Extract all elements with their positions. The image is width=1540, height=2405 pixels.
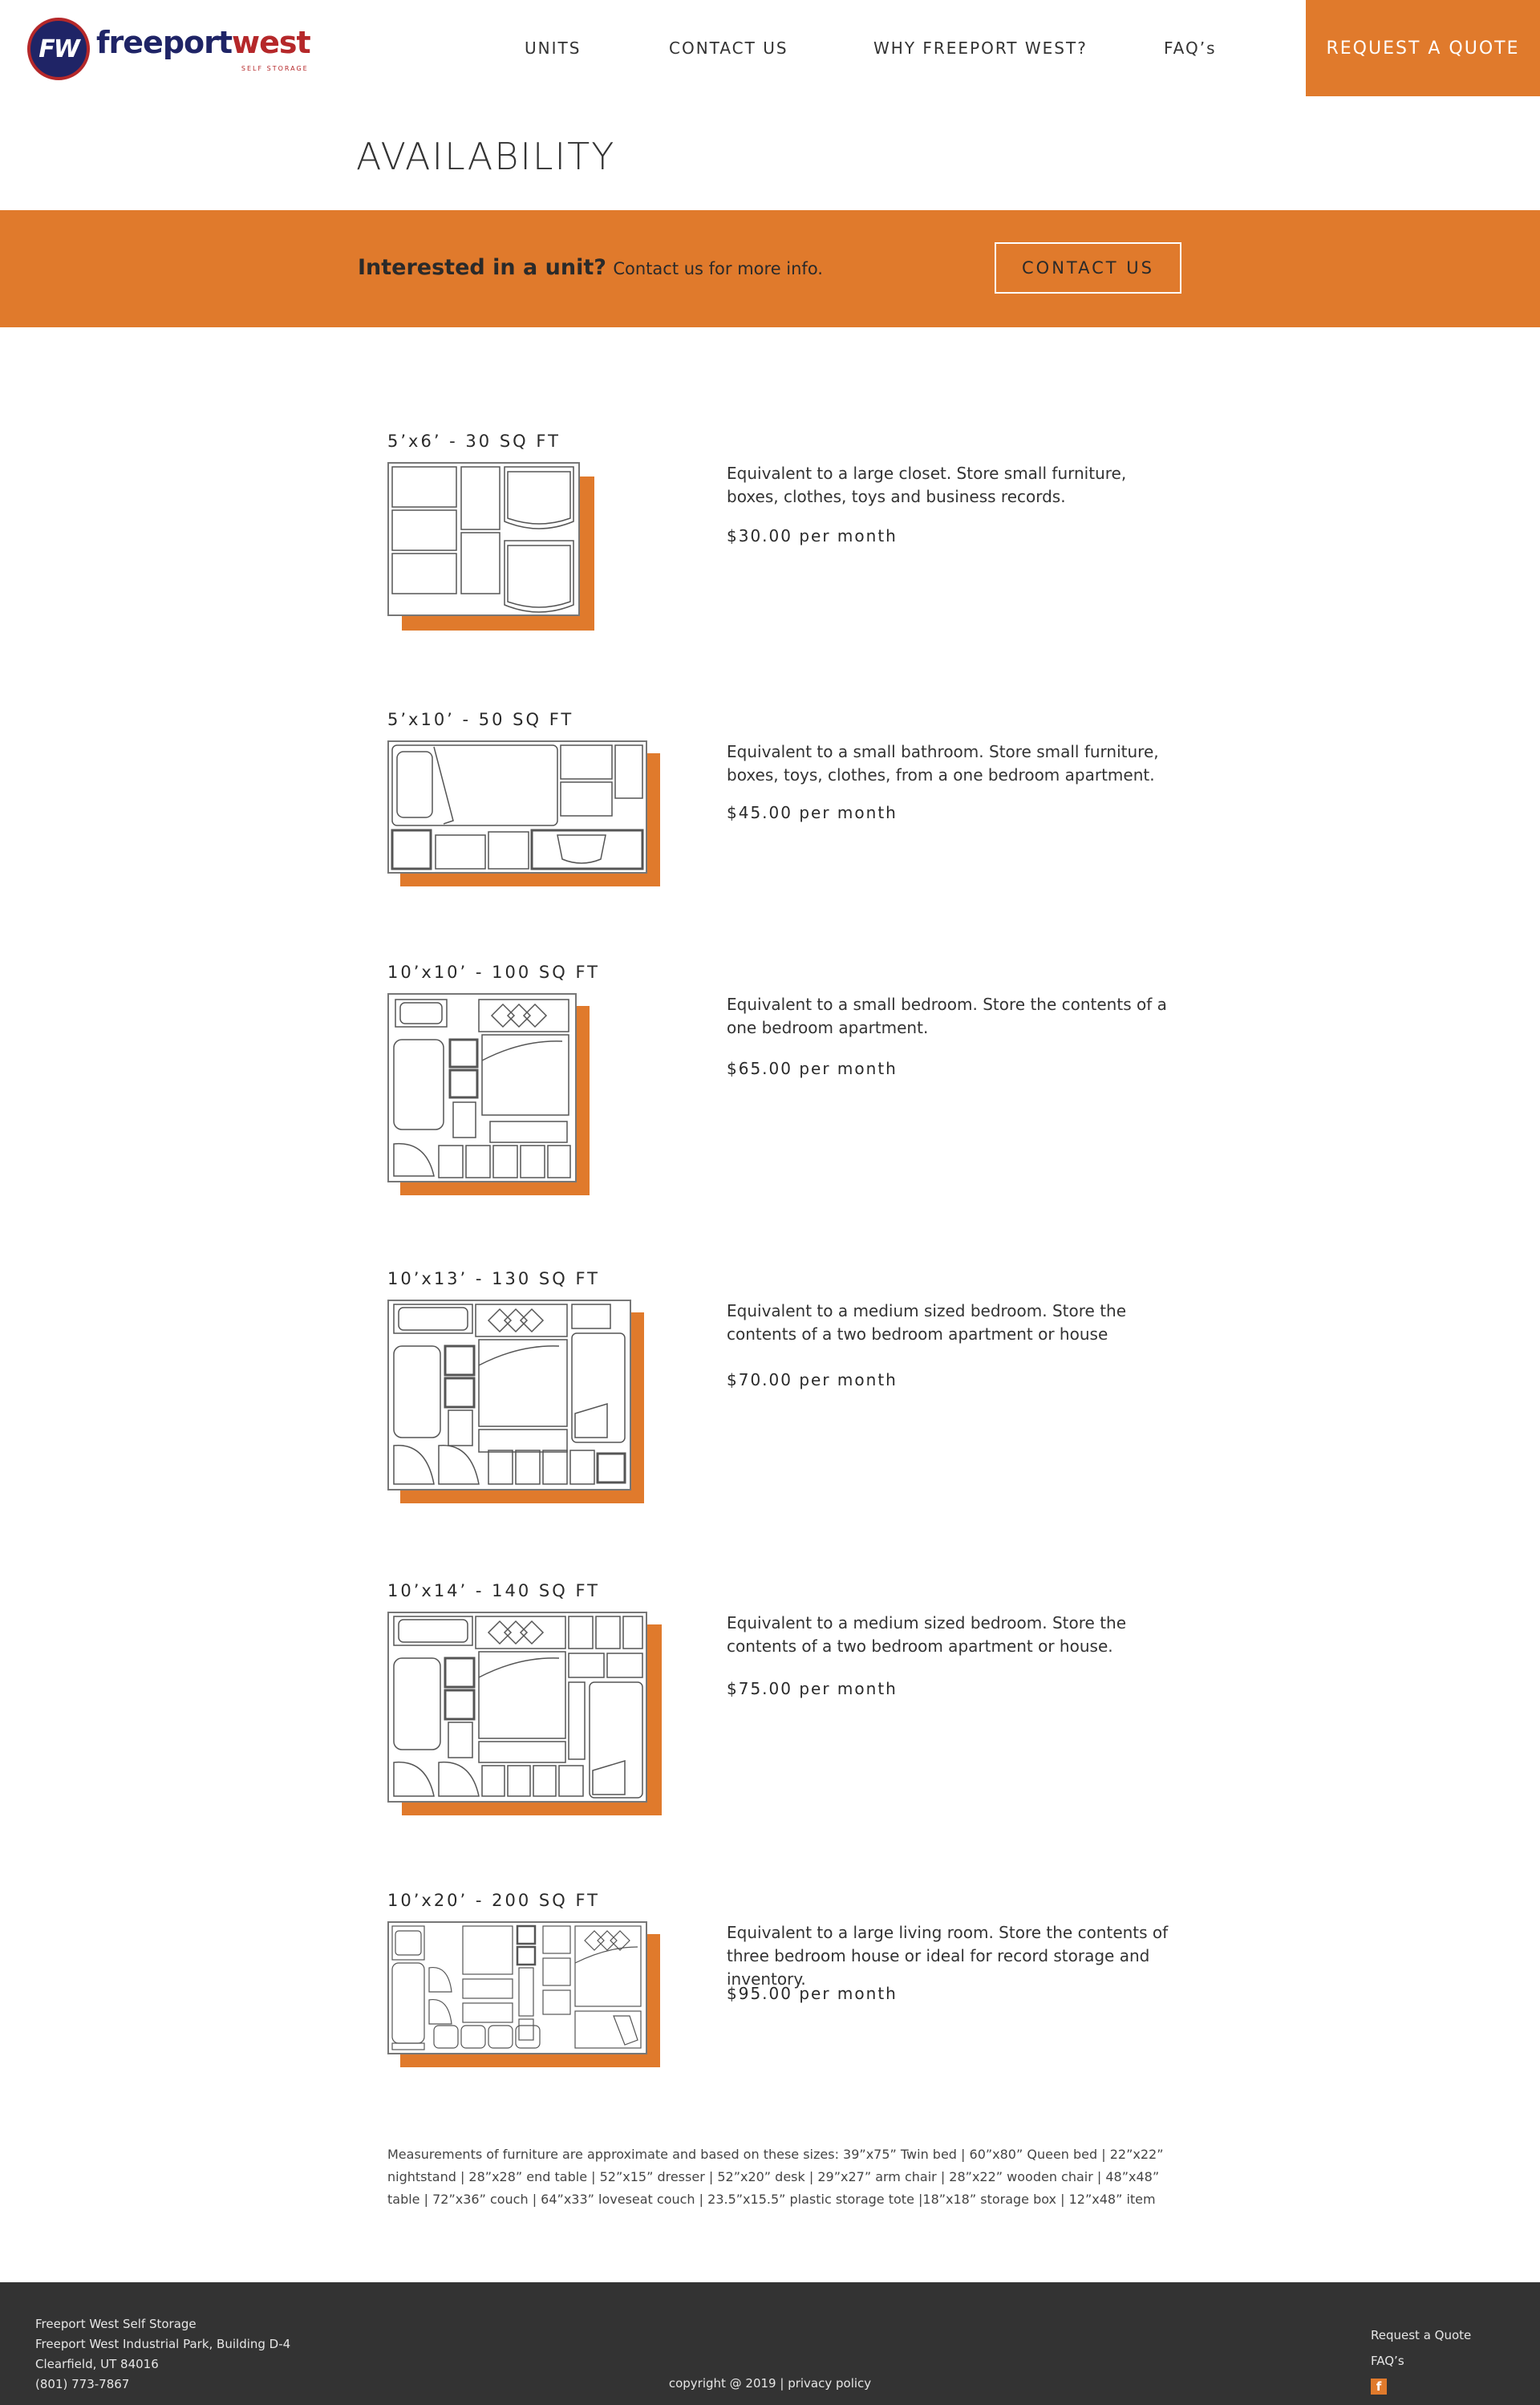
unit-price: $75.00 per month [727, 1679, 898, 1698]
unit-title: 5’x6’ - 30 SQ FT [387, 432, 561, 451]
floorplan-image [387, 1300, 631, 1490]
floorplan-image [387, 740, 647, 874]
unit-price: $65.00 per month [727, 1059, 898, 1078]
unit-description: Equivalent to a medium sized bedroom. Store the contents of a two bedroom apartment or house [727, 1301, 1127, 1344]
facebook-icon[interactable]: f [1371, 2379, 1387, 2395]
logo-badge-text: FW [38, 34, 79, 63]
request-quote-button[interactable]: REQUEST A QUOTE [1306, 0, 1540, 96]
floorplan-image [387, 1921, 647, 2054]
logo-wordmark [96, 25, 310, 73]
nav-faqs[interactable]: FAQ’s [1164, 39, 1217, 58]
unit-price: $45.00 per month [727, 803, 898, 822]
logo-word-freeport: freeport [96, 25, 233, 60]
floorplan-image [387, 462, 580, 616]
footer-copyright[interactable]: copyright @ 2019 | privacy policy [668, 2376, 872, 2391]
unit-title: 10’x20’ - 200 SQ FT [387, 1891, 600, 1910]
unit-description: Equivalent to a medium sized bedroom. Store the contents of a two bedroom apartment or house. [727, 1613, 1127, 1656]
site-header [0, 0, 1540, 96]
site-footer [0, 2282, 1540, 2405]
unit-price: $30.00 per month [727, 526, 898, 545]
unit-description: Equivalent to a small bedroom. Store the contents of a one bedroom apartment. [727, 995, 1167, 1037]
banner-text [358, 255, 823, 280]
banner-contact-button[interactable]: CONTACT US [995, 242, 1181, 294]
furniture-measurements-note: Measurements of furniture are approximate and based on these sizes: 39”x75” Twin bed | 60”x80” Queen bed | 22”x22” nightstand | 28”x28” end table | 52”x15” dresser | 52”x20” desk | 29”x27” arm chair | 28”x22” wooden chair | 48”x48” table | 72”x36” couch | 64”x33” loveseat couch | 23.5”x15.5” plastic storage tote |18”x18” storage box | 12”x48” item [387, 2147, 1164, 2207]
footer-links [1371, 2322, 1471, 2399]
unit-title: 10’x10’ - 100 SQ FT [387, 963, 600, 982]
site-logo[interactable] [27, 18, 310, 80]
logo-badge-icon [27, 18, 90, 80]
logo-tagline: SELF STORAGE [241, 65, 309, 72]
unit-description: Equivalent to a large closet. Store small furniture, boxes, clothes, toys and business records. [727, 464, 1127, 506]
unit-title: 5’x10’ - 50 SQ FT [387, 710, 574, 729]
footer-faqs-link[interactable]: FAQ’s [1371, 2354, 1404, 2368]
footer-request-quote-link[interactable]: Request a Quote [1371, 2328, 1472, 2342]
unit-title: 10’x14’ - 140 SQ FT [387, 1581, 600, 1600]
floorplan-image [387, 993, 577, 1182]
footer-phone[interactable]: (801) 773-7867 [35, 2377, 130, 2391]
page-title: AVAILABILITY [356, 135, 616, 178]
footer-address-line: Freeport West Industrial Park, Building D-4 [35, 2337, 291, 2351]
unit-price: $95.00 per month [727, 1984, 898, 2003]
unit-description: Equivalent to a large living room. Store the contents of three bedroom house or ideal for record storage and inventory. [727, 1923, 1169, 1989]
banner-subtext: Contact us for more info. [613, 259, 823, 278]
nav-contact-us[interactable]: CONTACT US [669, 39, 788, 58]
logo-word-west: west [232, 25, 310, 60]
unit-price: $70.00 per month [727, 1370, 898, 1389]
nav-units[interactable]: UNITS [525, 39, 582, 58]
unit-description: Equivalent to a small bathroom. Store small furniture, boxes, toys, clothes, from a one bedroom apartment. [727, 742, 1159, 785]
footer-company-name: Freeport West Self Storage [35, 2317, 197, 2331]
banner-heading: Interested in a unit? [358, 255, 606, 280]
floorplan-image [387, 1612, 647, 1803]
contact-banner [0, 210, 1540, 327]
nav-why-freeport-west[interactable]: WHY FREEPORT WEST? [873, 39, 1088, 58]
unit-title: 10’x13’ - 130 SQ FT [387, 1269, 600, 1288]
footer-city-line: Clearfield, UT 84016 [35, 2357, 159, 2371]
